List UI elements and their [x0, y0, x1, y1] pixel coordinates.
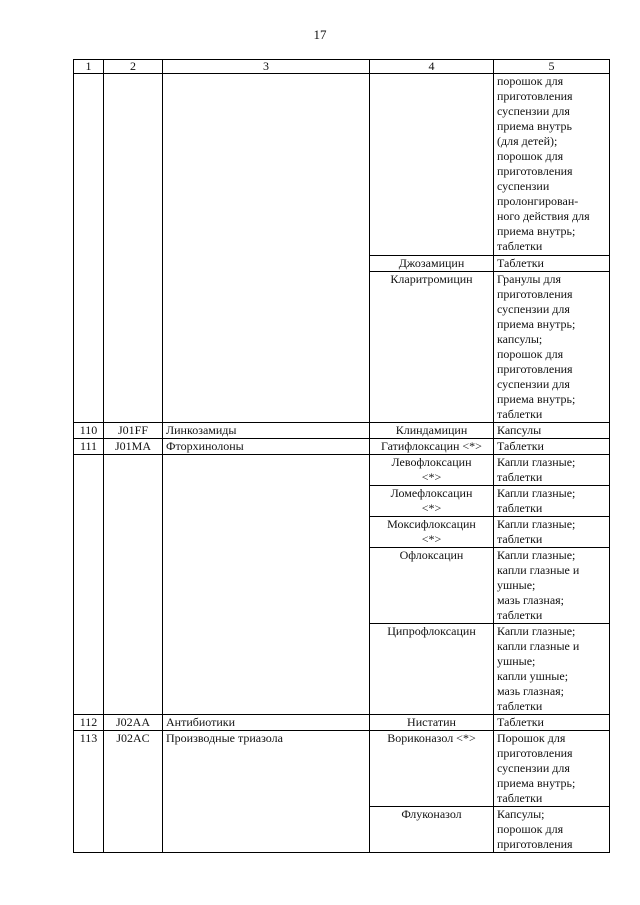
table-row — [74, 74, 610, 256]
row-number-cell: 110 — [74, 423, 104, 439]
column-header-number: 1 — [74, 60, 104, 74]
column-header-drug: 4 — [370, 60, 494, 74]
forms-cell: Капли глазные; таблетки — [494, 455, 610, 486]
atc-code-cell: J01FF — [104, 423, 163, 439]
forms-cell: Капли глазные; капли глазные и ушные; капли ушные; мазь глазная; таблетки — [494, 624, 610, 715]
forms-cell: Капли глазные; таблетки — [494, 517, 610, 548]
drug-cell: Джозамицин — [370, 256, 494, 272]
group-cell: Производные триазола — [163, 731, 370, 853]
table-row — [74, 455, 610, 486]
drug-cell — [370, 74, 494, 256]
atc-code-cell: J02AC — [104, 731, 163, 853]
atc-code-cell — [104, 74, 163, 423]
forms-cell: Капсулы; порошок для приготовления — [494, 807, 610, 853]
group-cell: Фторхинолоны — [163, 439, 370, 455]
drug-cell: Клиндамицин — [370, 423, 494, 439]
forms-cell: Таблетки — [494, 715, 610, 731]
row-number-cell — [74, 455, 104, 715]
forms-cell: Порошок для приготовления суспензии для приема внутрь; таблетки — [494, 731, 610, 807]
forms-cell: Таблетки — [494, 256, 610, 272]
column-header-code: 2 — [104, 60, 163, 74]
column-header-forms: 5 — [494, 60, 610, 74]
column-header-group: 3 — [163, 60, 370, 74]
drug-cell: Вориконазол <*> — [370, 731, 494, 807]
group-cell: Линкозамиды — [163, 423, 370, 439]
forms-cell: Капсулы — [494, 423, 610, 439]
drug-cell: Офлоксацин — [370, 548, 494, 624]
drug-cell: Кларитромицин — [370, 272, 494, 423]
drug-cell: Моксифлоксацин <*> — [370, 517, 494, 548]
row-number-cell: 112 — [74, 715, 104, 731]
table-row — [74, 715, 610, 731]
atc-code-cell: J02AA — [104, 715, 163, 731]
atc-code-cell: J01MA — [104, 439, 163, 455]
drug-cell: Ломефлоксацин <*> — [370, 486, 494, 517]
drug-cell: Флуконазол — [370, 807, 494, 853]
drug-cell: Гатифлоксацин <*> — [370, 439, 494, 455]
forms-cell: Гранулы для приготовления суспензии для приема внутрь; капсулы; порошок для приготовления суспензии для приема внутрь; таблетки — [494, 272, 610, 423]
group-cell: Антибиотики — [163, 715, 370, 731]
table-row — [74, 423, 610, 439]
group-cell — [163, 74, 370, 423]
group-cell — [163, 455, 370, 715]
row-number-cell: 111 — [74, 439, 104, 455]
table-header-row — [74, 60, 610, 74]
page-number: 17 — [313, 27, 327, 42]
forms-cell: Капли глазные; капли глазные и ушные; мазь глазная; таблетки — [494, 548, 610, 624]
forms-cell: Капли глазные; таблетки — [494, 486, 610, 517]
drug-table — [73, 59, 610, 853]
atc-code-cell — [104, 455, 163, 715]
drug-cell: Ципрофлоксацин — [370, 624, 494, 715]
row-number-cell: 113 — [74, 731, 104, 853]
drug-cell: Левофлоксацин <*> — [370, 455, 494, 486]
table-row — [74, 731, 610, 807]
table-row — [74, 439, 610, 455]
forms-cell: Таблетки — [494, 439, 610, 455]
forms-cell: порошок для приготовления суспензии для приема внутрь (для детей); порошок для приготовления суспензии пролонгирован- ного действия для приема внутрь; таблетки — [494, 74, 610, 256]
drug-cell: Нистатин — [370, 715, 494, 731]
row-number-cell — [74, 74, 104, 423]
